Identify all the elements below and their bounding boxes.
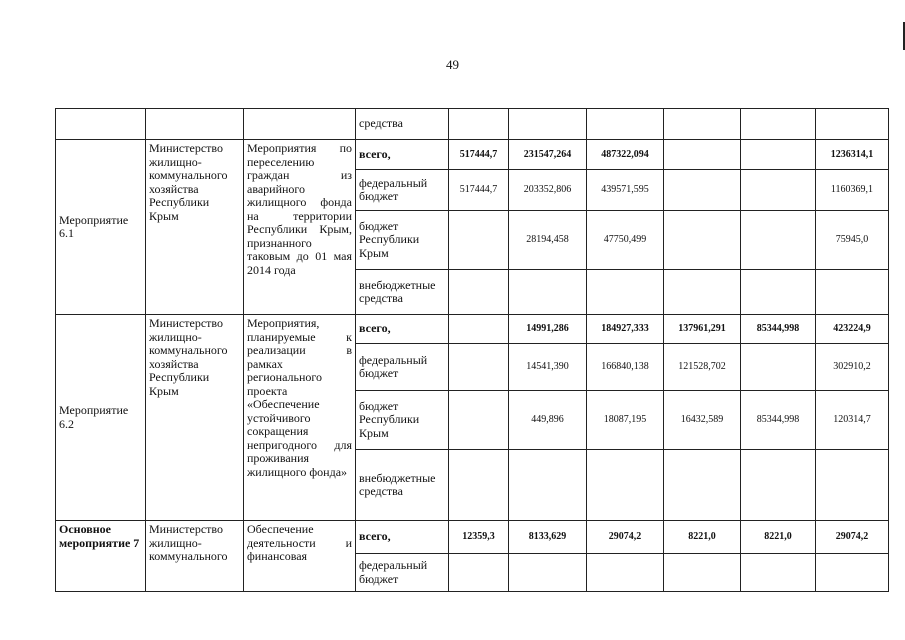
cell-empty bbox=[664, 109, 741, 140]
cell-value bbox=[449, 450, 509, 521]
executor-name: Министерство жилищно-коммунального bbox=[146, 521, 244, 592]
cell-value: 85344,998 bbox=[741, 315, 816, 344]
cell-value bbox=[816, 450, 889, 521]
cell-funding-source: федеральный бюджет bbox=[356, 554, 449, 592]
cell-value: 203352,806 bbox=[509, 170, 587, 211]
measure-name: Основное мероприятие 7 bbox=[56, 521, 146, 592]
program-financing-table bbox=[55, 108, 889, 592]
cell-empty bbox=[587, 109, 664, 140]
cell-value: 120314,7 bbox=[816, 391, 889, 450]
cell-empty bbox=[816, 109, 889, 140]
cell-funding-source: федеральный бюджет bbox=[356, 170, 449, 211]
cell-value bbox=[741, 211, 816, 270]
cell-value bbox=[741, 170, 816, 211]
cell-value: 1236314,1 bbox=[816, 140, 889, 170]
cell-value bbox=[741, 554, 816, 592]
cell-value bbox=[741, 450, 816, 521]
cell-value: 121528,702 bbox=[664, 344, 741, 391]
cell-value: 12359,3 bbox=[449, 521, 509, 554]
cell-value: 517444,7 bbox=[449, 170, 509, 211]
cell-funding-source: бюджет Республики Крым bbox=[356, 211, 449, 270]
cell-value: 487322,094 bbox=[587, 140, 664, 170]
cell-value bbox=[587, 270, 664, 315]
cell-value bbox=[449, 211, 509, 270]
page-number: 49 bbox=[446, 57, 459, 72]
cell-value bbox=[449, 270, 509, 315]
table-row bbox=[56, 521, 889, 554]
cell-funding-source: всего, bbox=[356, 315, 449, 344]
table-row bbox=[56, 140, 889, 170]
cell-value: 302910,2 bbox=[816, 344, 889, 391]
cell-value bbox=[449, 554, 509, 592]
cell-value: 8221,0 bbox=[741, 521, 816, 554]
cell-value bbox=[816, 554, 889, 592]
cell-value: 29074,2 bbox=[587, 521, 664, 554]
cell-funding-source: всего, bbox=[356, 140, 449, 170]
cell-empty bbox=[509, 109, 587, 140]
cell-value: 1160369,1 bbox=[816, 170, 889, 211]
cell-funding-source: бюджет Республики Крым bbox=[356, 391, 449, 450]
measure-name: Мероприятие 6.2 bbox=[56, 315, 146, 521]
measure-name: Мероприятие 6.1 bbox=[56, 140, 146, 315]
cell-value bbox=[664, 170, 741, 211]
cell-value bbox=[449, 391, 509, 450]
executor-name: Министерство жилищно-коммунального хозяйства Республики Крым bbox=[146, 140, 244, 315]
cell-value bbox=[509, 554, 587, 592]
cell-value: 137961,291 bbox=[664, 315, 741, 344]
cell-value: 16432,589 bbox=[664, 391, 741, 450]
cell-value: 231547,264 bbox=[509, 140, 587, 170]
cell-value: 449,896 bbox=[509, 391, 587, 450]
cell-empty bbox=[449, 109, 509, 140]
cell-empty bbox=[56, 109, 146, 140]
cell-value: 423224,9 bbox=[816, 315, 889, 344]
cell-value bbox=[509, 270, 587, 315]
cell-value bbox=[664, 554, 741, 592]
cell-value bbox=[587, 450, 664, 521]
cell-value: 439571,595 bbox=[587, 170, 664, 211]
cell-funding-source: внебюджетные средства bbox=[356, 270, 449, 315]
cell-value bbox=[741, 344, 816, 391]
cell-value: 75945,0 bbox=[816, 211, 889, 270]
cell-value: 29074,2 bbox=[816, 521, 889, 554]
cell-value: 14541,390 bbox=[509, 344, 587, 391]
cell-value: 14991,286 bbox=[509, 315, 587, 344]
cell-value bbox=[449, 344, 509, 391]
cell-value: 28194,458 bbox=[509, 211, 587, 270]
table-row bbox=[56, 315, 889, 344]
cell-funding-source: федеральный бюджет bbox=[356, 344, 449, 391]
measure-description: Мероприятия по переселению граждан из аварийного жилищного фонда на территории Республики Крым, признанного таковым до 01 мая 2014 года bbox=[244, 140, 356, 315]
cell-value bbox=[664, 140, 741, 170]
cell-value: 8133,629 bbox=[509, 521, 587, 554]
cell-value bbox=[587, 554, 664, 592]
cell-funding-source: внебюджетные средства bbox=[356, 450, 449, 521]
cell-value bbox=[741, 270, 816, 315]
cell-empty bbox=[741, 109, 816, 140]
cell-value: 85344,998 bbox=[741, 391, 816, 450]
cell-value bbox=[816, 270, 889, 315]
table-row-continuation bbox=[56, 109, 889, 140]
measure-description: Мероприятия, планируемые к реализации в рамках регионального проекта «Обеспечение устойчивого сокращения непригодного для проживания жилищного фонда» bbox=[244, 315, 356, 521]
cell-value bbox=[664, 270, 741, 315]
cell-value bbox=[449, 315, 509, 344]
cell-value: 47750,499 bbox=[587, 211, 664, 270]
cell-value bbox=[509, 450, 587, 521]
cell-value: 166840,138 bbox=[587, 344, 664, 391]
cell-value: 8221,0 bbox=[664, 521, 741, 554]
cell-funding-source: средства bbox=[356, 109, 449, 140]
cell-value: 184927,333 bbox=[587, 315, 664, 344]
measure-description: Обеспечение деятельности и финансовая bbox=[244, 521, 356, 592]
cell-empty bbox=[244, 109, 356, 140]
cell-value bbox=[664, 450, 741, 521]
cell-empty bbox=[146, 109, 244, 140]
cell-value bbox=[664, 211, 741, 270]
cell-value: 18087,195 bbox=[587, 391, 664, 450]
cell-value bbox=[741, 140, 816, 170]
executor-name: Министерство жилищно-коммунального хозяйства Республики Крым bbox=[146, 315, 244, 521]
cell-funding-source: всего, bbox=[356, 521, 449, 554]
cell-value: 517444,7 bbox=[449, 140, 509, 170]
